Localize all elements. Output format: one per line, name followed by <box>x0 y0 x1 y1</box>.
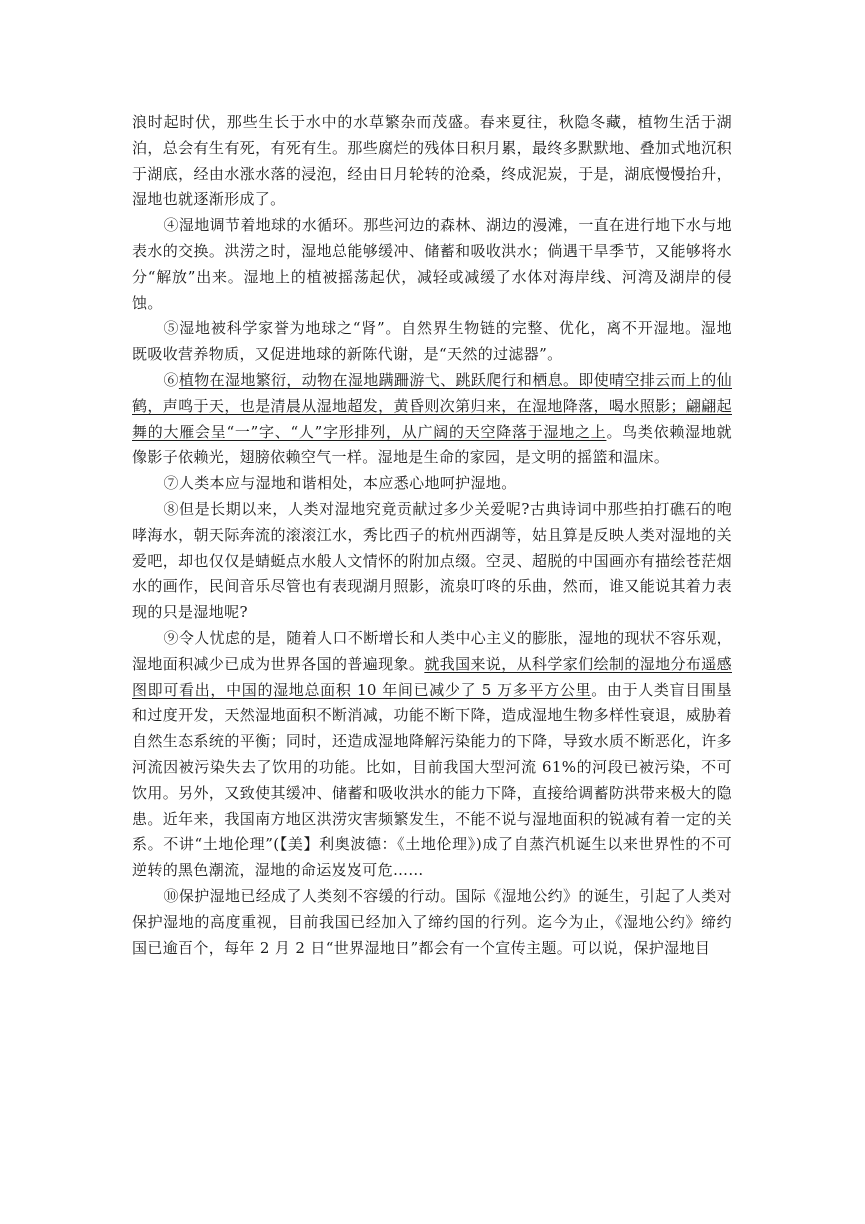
paragraph-6-rest: 。鸟类依赖湿地就像影子依赖光，翅膀依赖空气一样。湿地是生命的家园，是文明的摇篮和温床。 <box>132 422 732 467</box>
paragraph-9 <box>132 626 732 884</box>
paragraph-6 <box>132 368 732 471</box>
paragraph-6-underlined-text: 植物在湿地繁衍，动物在湿地蹒跚游弋、跳跃爬行和栖息。即使晴空排云而上的仙鹤，声鸣于天，也是清晨从湿地超发，黄昏则次第归来，在湿地降落，喝水照影；翩翩起舞的大雁会呈“一”字、“人”字形排列，从广阔的天空降落于湿地之上 <box>132 370 732 441</box>
paragraph-4: ④湿地调节着地球的水循环。那些河边的森林、湖边的漫滩，一直在进行地下水与地表水的交换。洪涝之时，湿地总能够缓冲、储蓄和吸收洪水；倘遇干旱季节，又能够将水分“解放”出来。湿地上的植被摇荡起伏，减轻或减缓了水体对海岸线、河湾及湖岸的侵蚀。 <box>132 216 732 312</box>
paragraph-5: ⑤湿地被科学家誉为地球之“肾”。自然界生物链的完整、优化，离不开湿地。湿地既吸收营养物质，又促进地球的新陈代谢，是“天然的过滤器”。 <box>132 319 732 364</box>
paragraph-8: ⑧但是长期以来，人类对湿地究竟贡献过多少关爱呢?古典诗词中那些拍打礁石的咆哮海水，朝天际奔流的滚滚江水，秀比西子的杭州西湖等，姑且算是反映人类对湿地的关爱吧，却也仅仅是蜻蜓点水般人文情怀的附加点缀。空灵、超脱的中国画亦有描绘苍茫烟水的画作，民间音乐尽管也有表现湖月照影，流泉叮咚的乐曲，然而，谁又能说其着力表现的只是湿地呢? <box>132 499 732 622</box>
paragraph-9-underlined-text: 就我国来说，从科学家们绘制的湿地分布遥感图即可看出，中国的湿地总面积 10 年间已减少了 5 万多平方公里 <box>132 654 732 699</box>
paragraph-9-intro: ⑨令人忧虑的是，随着人口不断增长和人类中心主义的膨胀，湿地的现状不容乐观，湿地面积减少已成为世界各国的普遍现象。 <box>132 628 732 673</box>
paragraph-continuation: 浪时起时伏，那些生长于水中的水草繁杂而茂盛。春来夏往，秋隐冬藏，植物生活于湖泊，总会有生有死，有死有生。那些腐烂的残体日积月累，最终多默默地、叠加式地沉积于湖底，经由水涨水落的浸泡，经由日月轮转的沧桑，终成泥炭，于是，湖底慢慢抬升，湿地也就逐渐形成了。 <box>132 113 732 209</box>
paragraph-10: ⑩保护湿地已经成了人类刻不容缓的行动。国际《湿地公约》的诞生，引起了人类对保护湿地的高度重视，目前我国已经加入了缔约国的行列。迄今为止，《湿地公约》缔约国已逾百个，每年 2 月 2 日“世界湿地日”都会有一个宣传主题。可以说，保护湿地目 <box>132 886 732 957</box>
paragraph-7: ⑦人类本应与湿地和谐相处，本应悉心地呵护湿地。 <box>163 474 517 493</box>
document-page <box>132 110 732 961</box>
paragraph-6-number: ⑥ <box>163 370 179 389</box>
paragraph-9-rest: 。由于人类盲目围垦和过度开发，天然湿地面积不断消减，功能不断下降，造成湿地生物多样性衰退，威胁着自然生态系统的平衡；同时，还造成湿地降解污染能力的下降，导致水质不断恶化，许多河流因被污染失去了饮用的功能。比如，目前我国大型河流 61%的河段已被污染，不可饮用。另外，又致使其缓冲、储蓄和吸收洪水的能力下降，直接给调蓄防洪带来极大的隐患。近年来，我国南方地区洪涝灾害频繁发生，不能不说与湿地面积的锐减有着一定的关系。不讲“土地伦理”(【美】利奥波德：《土地伦理》)成了自蒸汽机诞生以来世界性的不可逆转的黑色潮流，湿地的命运岌岌可危…… <box>132 680 732 880</box>
